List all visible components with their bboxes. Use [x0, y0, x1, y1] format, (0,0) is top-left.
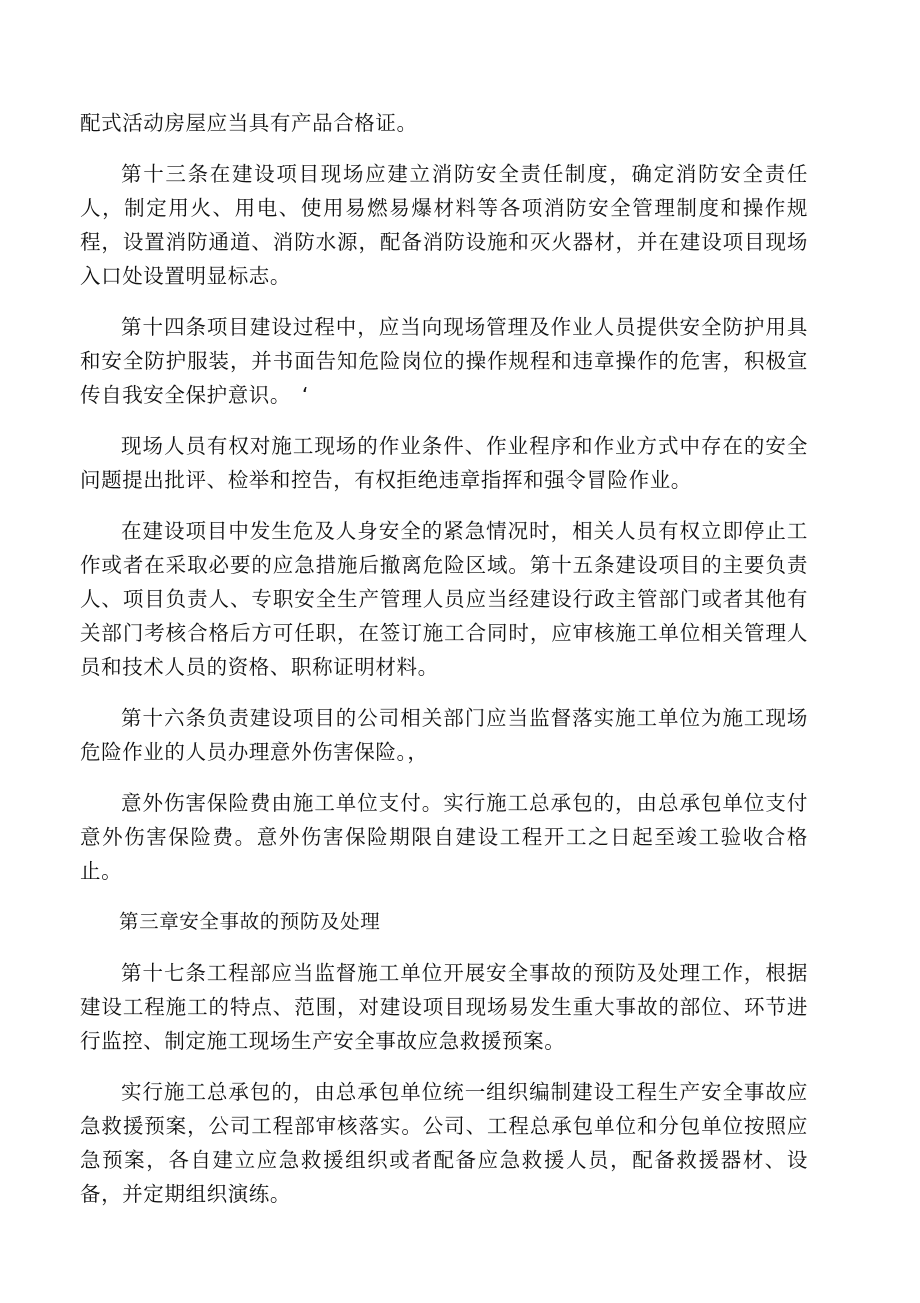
paragraph-emergency-article-15: 在建设项目中发生危及人身安全的紧急情况时，相关人员有权立即停止工作或者在采取必要的应急措施后撤离危险区域。第十五条建设项目的主要负责人、项目负责人、专职安全生产管理人员应当经建设行政主管部门或者其他有关部门考核合格后方可任职，在签订施工合同时，应审核施工单位相关管理人员和技术人员的资格、职称证明材料。	[80, 519, 808, 679]
paragraph-continuation: 配式活动房屋应当具有产品合格证。	[80, 111, 418, 135]
paragraph-insurance-fee: 意外伤害保险费由施工单位支付。实行施工总承包的，由总承包单位支付意外伤害保险费。意外伤害保险期限自建设工程开工之日起至竣工验收合格止。	[80, 791, 808, 883]
paragraph-article-17: 第十七条工程部应当监督施工单位开展安全事故的预防及处理工作，根据建设工程施工的特点、范围，对建设项目现场易发生重大事故的部位、环节进行监控、制定施工现场生产安全事故应急救援预案。	[80, 961, 808, 1053]
paragraph-article-14: 第十四条项目建设过程中，应当向现场管理及作业人员提供安全防护用具和安全防护服装，并书面告知危险岗位的操作规程和违章操作的危害，积极宣传自我安全保护意识。 ‘	[80, 315, 808, 407]
chapter-heading: 第三章安全事故的预防及处理	[119, 910, 381, 933]
paragraph-article-13: 第十三条在建设项目现场应建立消防安全责任制度，确定消防安全责任人，制定用火、用电、使用易燃易爆材料等各项消防安全管理制度和操作规程，设置消防通道、消防水源，配备消防设施和灭火器材，并在建设项目现场入口处设置明显标志。	[80, 162, 808, 288]
paragraph-worker-rights: 现场人员有权对施工现场的作业条件、作业程序和作业方式中存在的安全问题提出批评、检举和控告，有权拒绝违章指挥和强令冒险作业。	[80, 434, 808, 492]
paragraph-article-16: 第十六条负责建设项目的公司相关部门应当监督落实施工单位为施工现场危险作业的人员办理意外伤害保险。，	[80, 706, 808, 764]
document-body	[80, 106, 808, 1228]
paragraph-emergency-plan: 实行施工总承包的，由总承包单位统一组织编制建设工程生产安全事故应急救援预案，公司工程部审核落实。公司、工程总承包单位和分包单位按照应急预案，各自建立应急救援组织或者配备应急救援人员，配备救援器材、设备，并定期组织演练。	[80, 1080, 808, 1206]
